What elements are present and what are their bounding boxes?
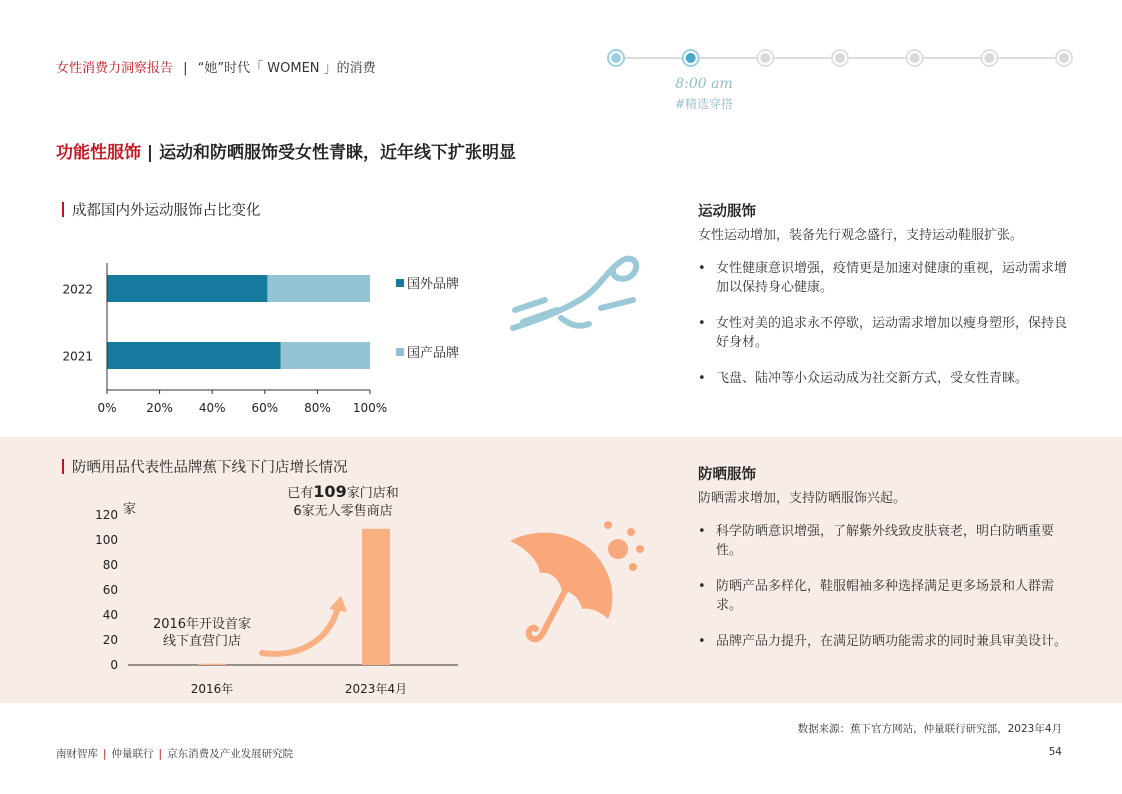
- umbrella-sun-icon: [500, 515, 650, 655]
- page-title-lead: 功能性服饰: [56, 143, 141, 163]
- y-tick-label: 20: [102, 633, 118, 647]
- footer-org-2: 仲量联行: [111, 748, 154, 760]
- section2-title: 防晒用品代表性品牌蕉下线下门店增长情况: [62, 456, 348, 477]
- timeline-dot[interactable]: [984, 53, 994, 63]
- footer-org-3: 京东消费及产业发展研究院: [167, 748, 294, 760]
- list-item: • 品牌产品力提升，在满足防晒功能需求的同时兼具审美设计。: [698, 632, 1078, 651]
- x-tick-label: 100%: [352, 401, 388, 415]
- y-tick-label: 80: [102, 558, 118, 572]
- annotation-text: 已有109家门店和: [287, 482, 399, 501]
- sportswear-title: 运动服饰: [698, 204, 756, 220]
- timeline-dot[interactable]: [1059, 53, 1069, 63]
- bar: [362, 529, 390, 665]
- x-tick-label: 20%: [146, 401, 173, 415]
- sunwear-subtitle: 防晒需求增加，支持防晒服饰兴起。: [698, 491, 907, 506]
- page-title: [56, 138, 516, 163]
- timeline-track: [606, 46, 1076, 76]
- annotation-text: 2016年开设首家: [152, 617, 252, 632]
- footer-bar: |: [158, 748, 163, 760]
- report-brand: 女性消费力洞察报告: [56, 61, 174, 76]
- y-tick-label: 0: [110, 658, 118, 672]
- sportswear-subtitle: 女性运动增加，装备先行观念盛行，支持运动鞋服扩张。: [698, 228, 1024, 243]
- y-tick-label: 100: [95, 533, 118, 547]
- sportswear-list: [698, 259, 1078, 388]
- report-subtitle: “她”时代「 WOMEN 」的消费: [197, 61, 376, 76]
- growth-arrow: [262, 602, 339, 654]
- y-axis-unit: 家: [123, 502, 137, 517]
- x-tick-label: 2016年: [190, 682, 234, 696]
- store-growth-chart: [90, 480, 470, 702]
- x-tick-label: 2023年4月: [344, 682, 408, 696]
- bar: [107, 275, 267, 302]
- footer-org-1: 南财智库: [56, 748, 98, 760]
- data-source: 数据来源：蕉下官方网站，仲量联行研究部，2023年4月: [797, 723, 1062, 735]
- page-number: 54: [1048, 746, 1062, 758]
- x-tick-label: 40%: [198, 401, 226, 415]
- page-title-bar: |: [146, 143, 154, 163]
- y-tick-label: 60: [102, 583, 118, 597]
- timeline-dot[interactable]: [910, 53, 920, 63]
- bar: [107, 342, 281, 369]
- section1-title: 成都国内外运动服饰占比变化: [62, 199, 261, 220]
- legend-label: 国产品牌: [407, 346, 460, 361]
- y-tick-label: 2022: [62, 282, 93, 297]
- wind-icon: [505, 250, 645, 350]
- timeline-dot[interactable]: [611, 53, 621, 63]
- x-tick-label: 0%: [97, 401, 117, 415]
- header-separator: |: [183, 61, 188, 76]
- timeline-dot[interactable]: [835, 53, 845, 63]
- footer-orgs: [56, 746, 293, 761]
- sportswear-block: [698, 200, 1078, 405]
- legend-swatch: [396, 348, 404, 356]
- timeline-time: 8:00 am: [675, 76, 733, 92]
- sunwear-title: 防晒服饰: [698, 467, 756, 483]
- timeline-dot[interactable]: [686, 53, 696, 63]
- sunwear-block: [698, 463, 1078, 668]
- y-tick-label: 40: [102, 608, 118, 622]
- bar: [267, 275, 370, 302]
- sportswear-share-chart: [56, 255, 496, 425]
- footer-bar: |: [103, 748, 107, 760]
- report-header: [56, 57, 376, 76]
- sunwear-list: [698, 522, 1078, 651]
- list-item: • 女性健康意识增强，疫情更是加速对健康的重视，运动需求增加以保持身心健康。: [698, 259, 1078, 297]
- timeline-dot[interactable]: [760, 53, 770, 63]
- legend-label: 国外品牌: [407, 277, 460, 292]
- x-tick-label: 60%: [251, 401, 279, 415]
- list-item: • 女性对美的追求永不停歇，运动需求增加以瘦身塑形，保持良好身材。: [698, 314, 1078, 352]
- bar: [198, 664, 226, 665]
- list-item: • 科学防晒意识增强，了解紫外线致皮肤衰老，明白防晒重要性。: [698, 522, 1078, 560]
- timeline-nav: [606, 46, 1076, 116]
- y-tick-label: 2021: [62, 349, 93, 364]
- list-item: • 防晒产品多样化，鞋服帽袖多种选择满足更多场景和人群需求。: [698, 577, 1078, 615]
- timeline-tag: #精选穿搭: [674, 97, 734, 111]
- legend-swatch: [396, 279, 404, 287]
- growth-arrow-head: [329, 596, 347, 612]
- x-tick-label: 80%: [304, 401, 331, 415]
- list-item: • 飞盘、陆冲等小众运动成为社交新方式，受女性青睐。: [698, 369, 1078, 388]
- page-title-rest: 运动和防晒服饰受女性青睐，近年线下扩张明显: [159, 143, 517, 163]
- annotation-text: 线下直营门店: [162, 634, 242, 649]
- y-tick-label: 120: [95, 508, 118, 522]
- bar: [281, 342, 370, 369]
- annotation-text: 6家无人零售商店: [293, 504, 393, 519]
